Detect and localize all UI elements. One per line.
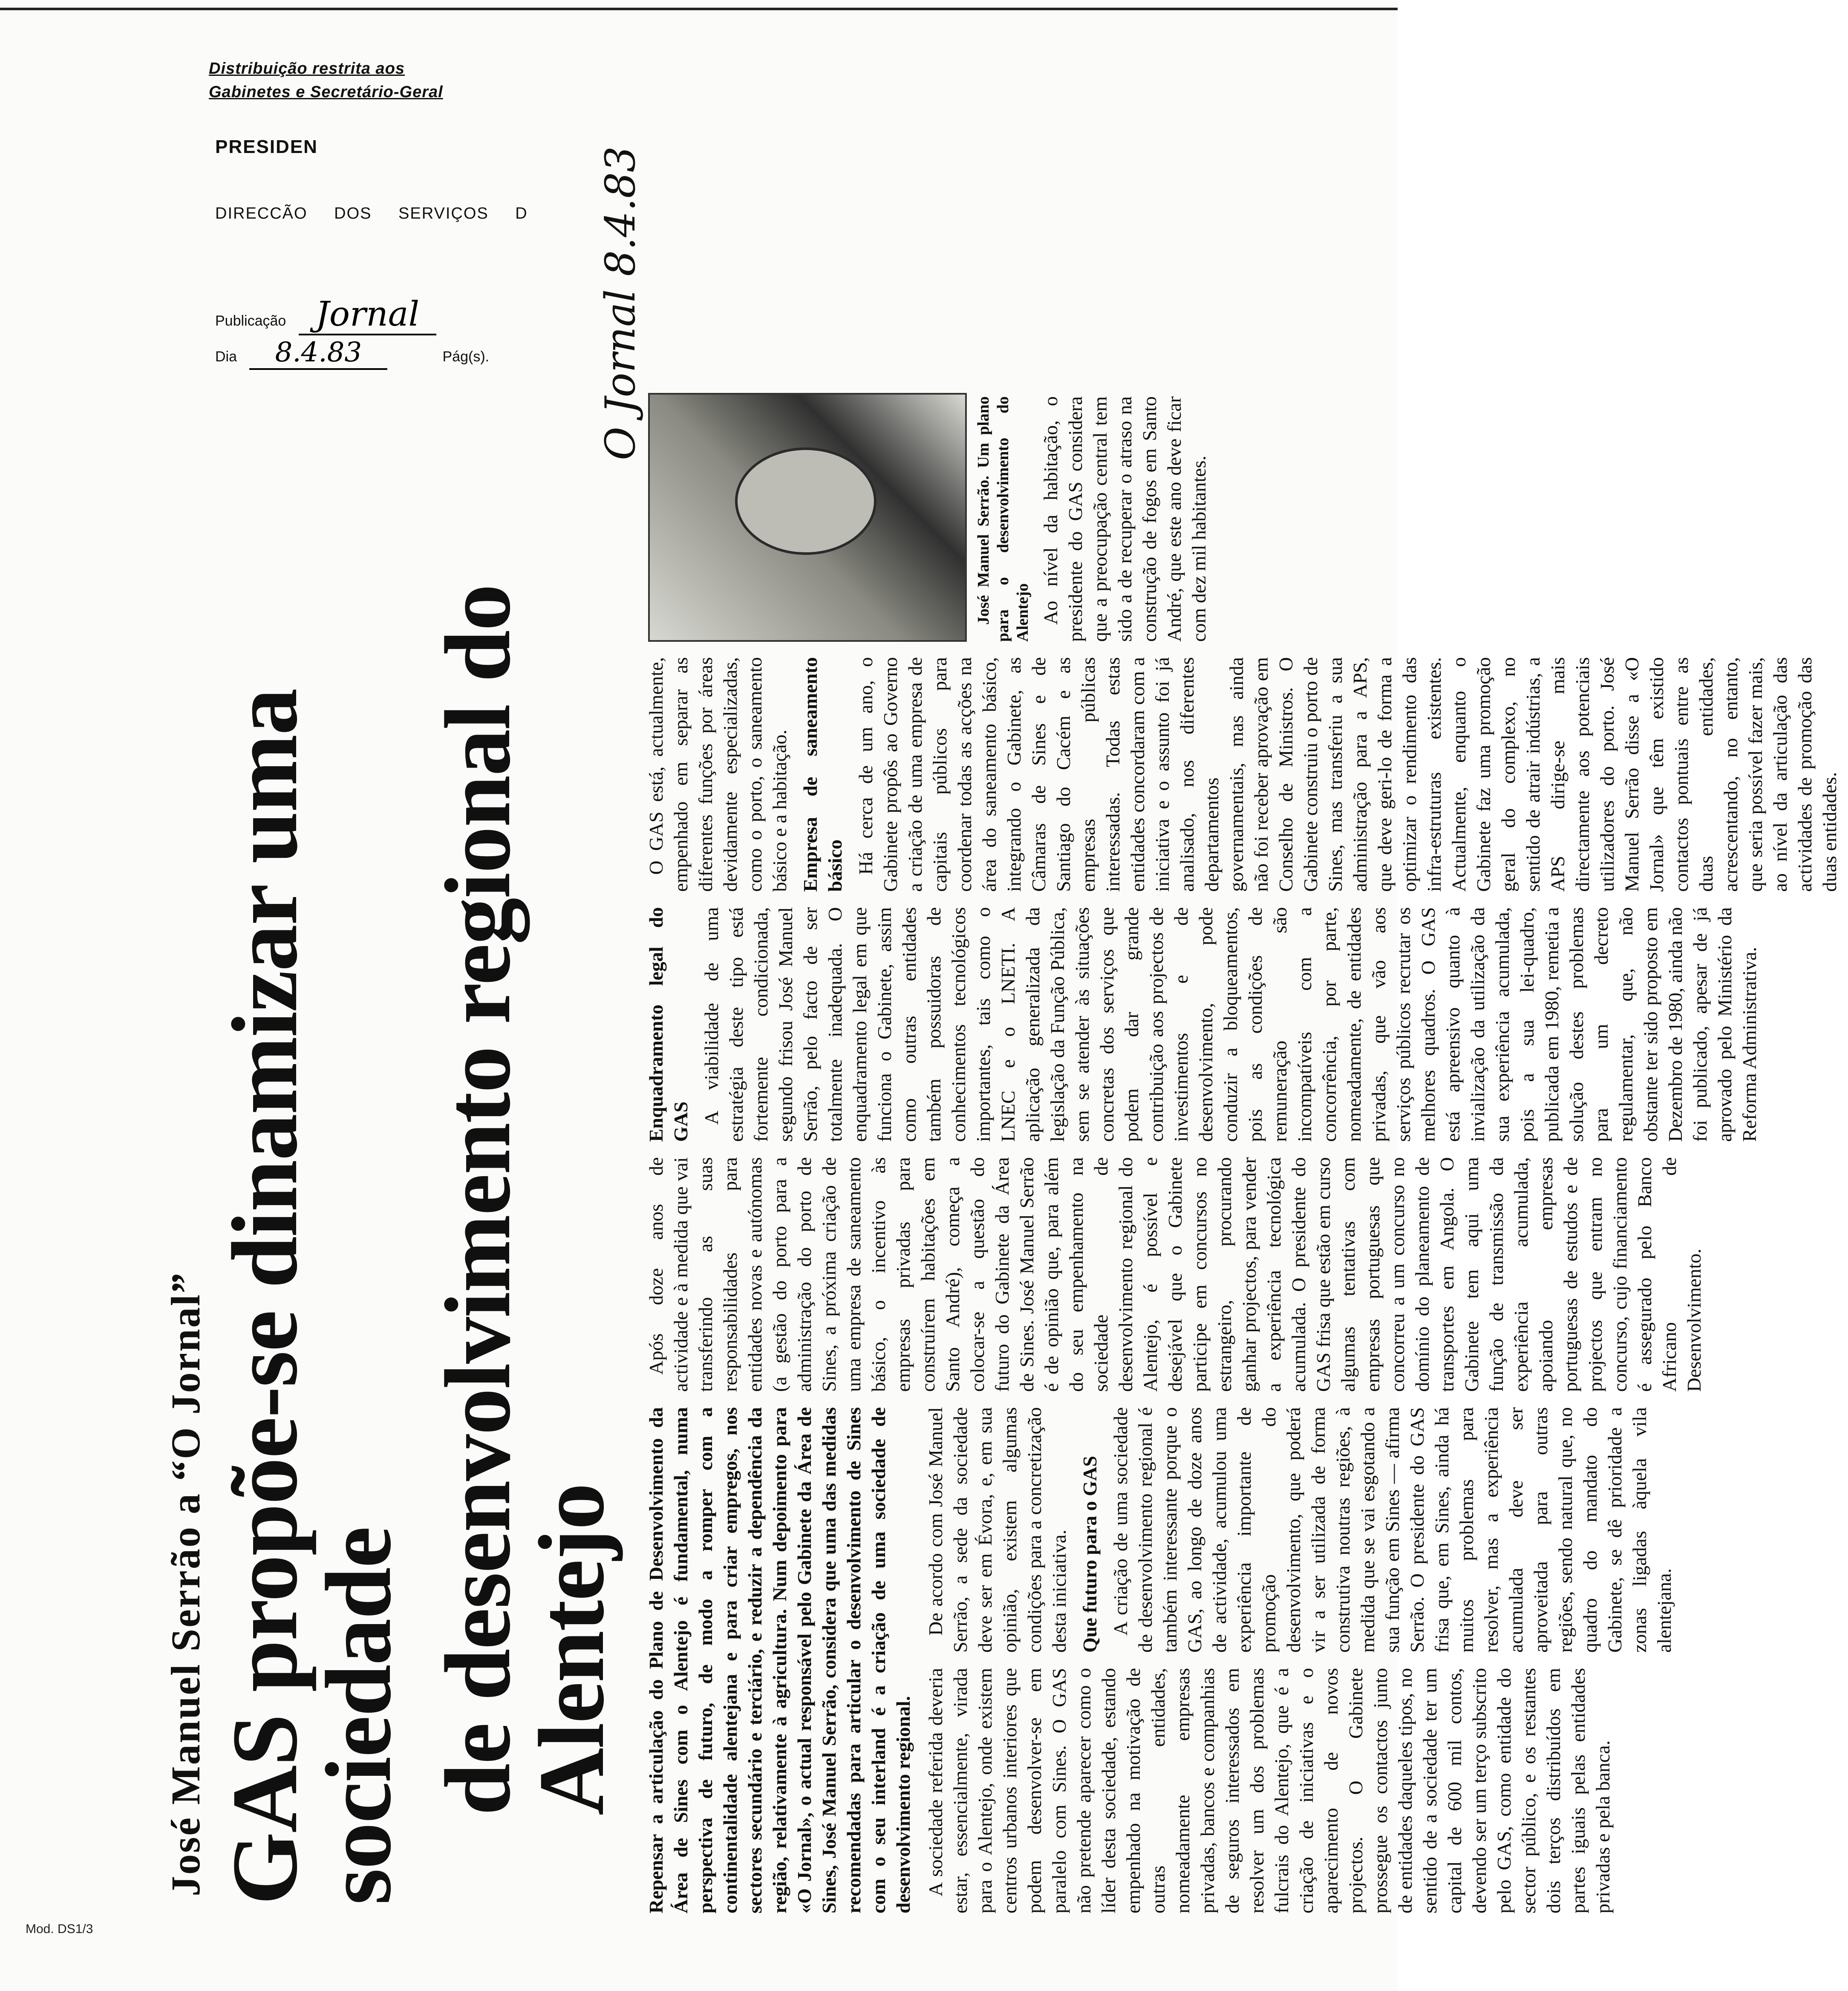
publication-label: Publicação — [215, 313, 286, 329]
column-5 — [644, 657, 1848, 892]
subheading-saneamento: Empresa de saneamento básico — [799, 657, 846, 892]
column-1-text: A sociedade referida deveria estar, essencialmente, virada para o Alentejo, onde existem centros urbanos interiores que podem desenvolver-se em paralelo com Sines. O GAS não pretende aparecer como o líder desta sociedade, estando empenhado na motivação de outras entidades, nomeadamente empresas privadas, bancos e companhias de seguros interessados em resolver um dos problemas fulcrais do Alentejo, que é a criação de iniciativas e o aparecimento de novos projectos. O Gabinete prossegue os contactos junto de entidades daqueles tipos, no sentido de a sociedade ter um capital de 600 mil contos, devendo ser um terço subscrito pelo GAS, como entidade do sector público, e os restantes dois terços distribuídos em partes iguais pelas entidades privadas e pela banca. — [925, 1668, 1614, 1913]
subheading-futuro: Que futuro para o GAS — [1079, 1456, 1101, 1653]
column-2-text-a: De acordo com José Manuel Serrão, a sede da sociedade deve ser em Évora, e, em sua opinião, existem algumas condições para a concretização desta iniciativa. — [925, 1407, 1070, 1653]
date-row — [215, 337, 539, 370]
model-number: Mod. DS1/3 — [26, 1922, 93, 1936]
subheading-enquadramento: Enquadramento legal do GAS — [645, 907, 692, 1142]
photo-caption: José Manuel Serrão. Um plano para o desenvolvimento do Alentejo — [974, 396, 1032, 642]
column-3 — [644, 1157, 1848, 1392]
scan-top-border — [0, 8, 1398, 10]
column-5-text-b: Há cerca de um ano, o Gabinete propôs ao Governo a criação de uma empresa de capitais públicos para coordenar todas as acções na área do saneamento básico, integrando o Gabinete, as Câmaras de Sines e de Santiago do Cacém e as empresas públicas interessadas. Todas estas entidades concordaram com a iniciativa e o assunto foi já analisado, nos diferentes departamentos governamentais, mas ainda não foi receber aprovação em Conselho de Ministros. O Gabinete construiu o porto de Sines, mas transferiu a sua administração para a APS, que deve geri-lo de forma a optimizar o rendimento das infra-estruturas existentes. Actualmente, enquanto o Gabinete faz uma promoção geral do complexo, no sentido de atrair indústrias, a APS dirige-se mais directamente aos potenciais utilizadores do porto. José Manuel Serrão disse a «O Jornal» que têm existido contactos pontuais entre as duas entidades, acrescentando, no entanto, que seria possível fazer mais, ao nível da articulação das actividades de promoção das duas entidades. — [855, 657, 1840, 892]
column-4 — [644, 907, 1848, 1142]
publication-value: Jornal — [299, 294, 436, 335]
column-6-text: Ao nível da habitação, o presidente do GAS considera que a preocupação central tem sido a de recuperar o atraso na construção de fogos em Santo André, que este ano deve ficar com dez mil habitantes. — [1040, 396, 1210, 642]
date-label: Dia — [215, 349, 237, 365]
distribution-line-1: Distribuição restrita aos — [209, 60, 405, 78]
article-headline-line-2: de desenvolvimento regional do Alentejo — [426, 585, 623, 1815]
article-columns — [644, 396, 1848, 1913]
column-4-text: A viabilidade de uma estratégia deste tipo está fortemente condicionada, segundo frisou José Manuel Serrão, pelo facto de ser totalmente inadequada. O enquadramento legal em que funciona o Gabinete, assim como outras entidades também possuidoras de conhecimentos tecnológicos importantes, tais como o LNEC e o LNETI. A aplicação generalizada da legislação da Função Pública, sem se atender às situações concretas dos serviços que podem dar grande contribuição aos projectos de investimentos e de desenvolvimento, pode conduzir a bloqueamentos, pois as condições de remuneração são incompatíveis com a concorrência, por parte, nomeadamente, de entidades privadas, que vão aos serviços públicos recrutar os melhores quadros. O GAS está apreensivo quanto à invialização da utilização da sua experiência acumulada, pois a sua lei-quadro, publicada em 1980, remetia a solução destes problemas para um decreto regulamentar, que, não obstante ter sido proposto em Dezembro de 1980, ainda não foi publicado, apesar de já aprovado pelo Ministério da Reforma Administrativa. — [701, 907, 1760, 1142]
directorate-heading: DIRECCÃO DOS SERVIÇOS D — [215, 205, 528, 222]
column-1 — [923, 1668, 1683, 1913]
column-2-text-b: A criação de uma sociedade de desenvolvimento regional é também interessante porque o GAS, ao longo de doze anos de actividade, acumulou uma experiência importante de promoção do desenvolvimento, que poderá vir a ser utilizada de forma construtiva noutras regiões, à medida que se vai esgotando a sua função em Sines — afirma Serrão. O presidente do GAS frisa que, em Sines, ainda há muitos problemas para resolver, mas a experiência acumulada deve ser aproveitada para outras regiões, sendo natural que, no quadro do mandato do Gabinete, se dê prioridade a zonas ligadas àquela vila alentejana. — [1110, 1407, 1675, 1653]
publication-row — [215, 294, 436, 335]
distribution-header — [209, 60, 571, 107]
portrait-face — [735, 447, 876, 555]
article-lead: Repensar a articulação do Plano de Desenvolvimento da Área de Sines com o Alentejo é fundamental, numa perspectiva de futuro, de modo a romper com a continentalidade alentejana e para criar empregos, nos sectores secundário e terciário, e reduzir a dependência da região, relativamente à agricultura. Num depoimento para «O Jornal», o actual responsável pelo Gabinete da Área de Sines, José Manuel Serrão, considera que uma das medidas recomendadas para articular o desenvolvimento de Sines com o seu interland é a criação de uma sociedade de desenvolvimento regional. — [645, 1407, 914, 1913]
column-5-text-a: O GAS está, actualmente, empenhado em separar as diferentes funções por áreas devidamente especializadas, como o porto, o saneamento básico e a habitação. — [645, 657, 790, 892]
portrait-photo — [648, 393, 967, 642]
column-6 — [644, 396, 1848, 642]
column-2 — [923, 1407, 1683, 1653]
presidency-heading: PRESIDEN — [215, 136, 318, 157]
date-value: 8.4.83 — [249, 337, 387, 370]
article-headline-line-1: GAS propõe-se dinamizar uma sociedade — [213, 689, 410, 1905]
distribution-line-2: Gabinetes e Secretário-Geral — [209, 83, 443, 101]
article-kicker: José Manuel Serrão a “O Jornal” — [163, 1271, 208, 1896]
newspaper-article — [162, 396, 1840, 1913]
column-3-text: Após doze anos de actividade e à medida que vai transferindo as suas responsabilidades para entidades novas e autónomas (a gestão do porto para a administração do porto de Sines, a próxima criação de uma empresa de saneamento básico, o incentivo às empresas privadas para construírem habitações em Santo André), começa a colocar-se a questão do futuro do Gabinete da Área de Sines. José Manuel Serrão é de opinião que, para além do seu empenhamento na sociedade de desenvolvimento regional do Alentejo, é possível e desejável que o Gabinete participe em concursos no estrangeiro, procurando ganhar projectos, para vender a experiência tecnológica acumulada. O presidente do GAS frisa que estão em curso algumas tentativas com empresas portuguesas que concorreu a um concurso no domínio do planeamento de transportes em Angola. O Gabinete tem aqui uma função de transmissão da experiência acumulada, apoiando empresas portuguesas de estudos e de projectos que entram no concurso, cujo financiamento é assegurado pelo Banco Africano de Desenvolvimento. — [645, 1157, 1705, 1392]
pages-label: Pág(s). — [442, 349, 490, 365]
lead-block — [644, 1407, 1848, 1913]
handwritten-note: O Jornal 8.4.83 — [597, 146, 644, 460]
